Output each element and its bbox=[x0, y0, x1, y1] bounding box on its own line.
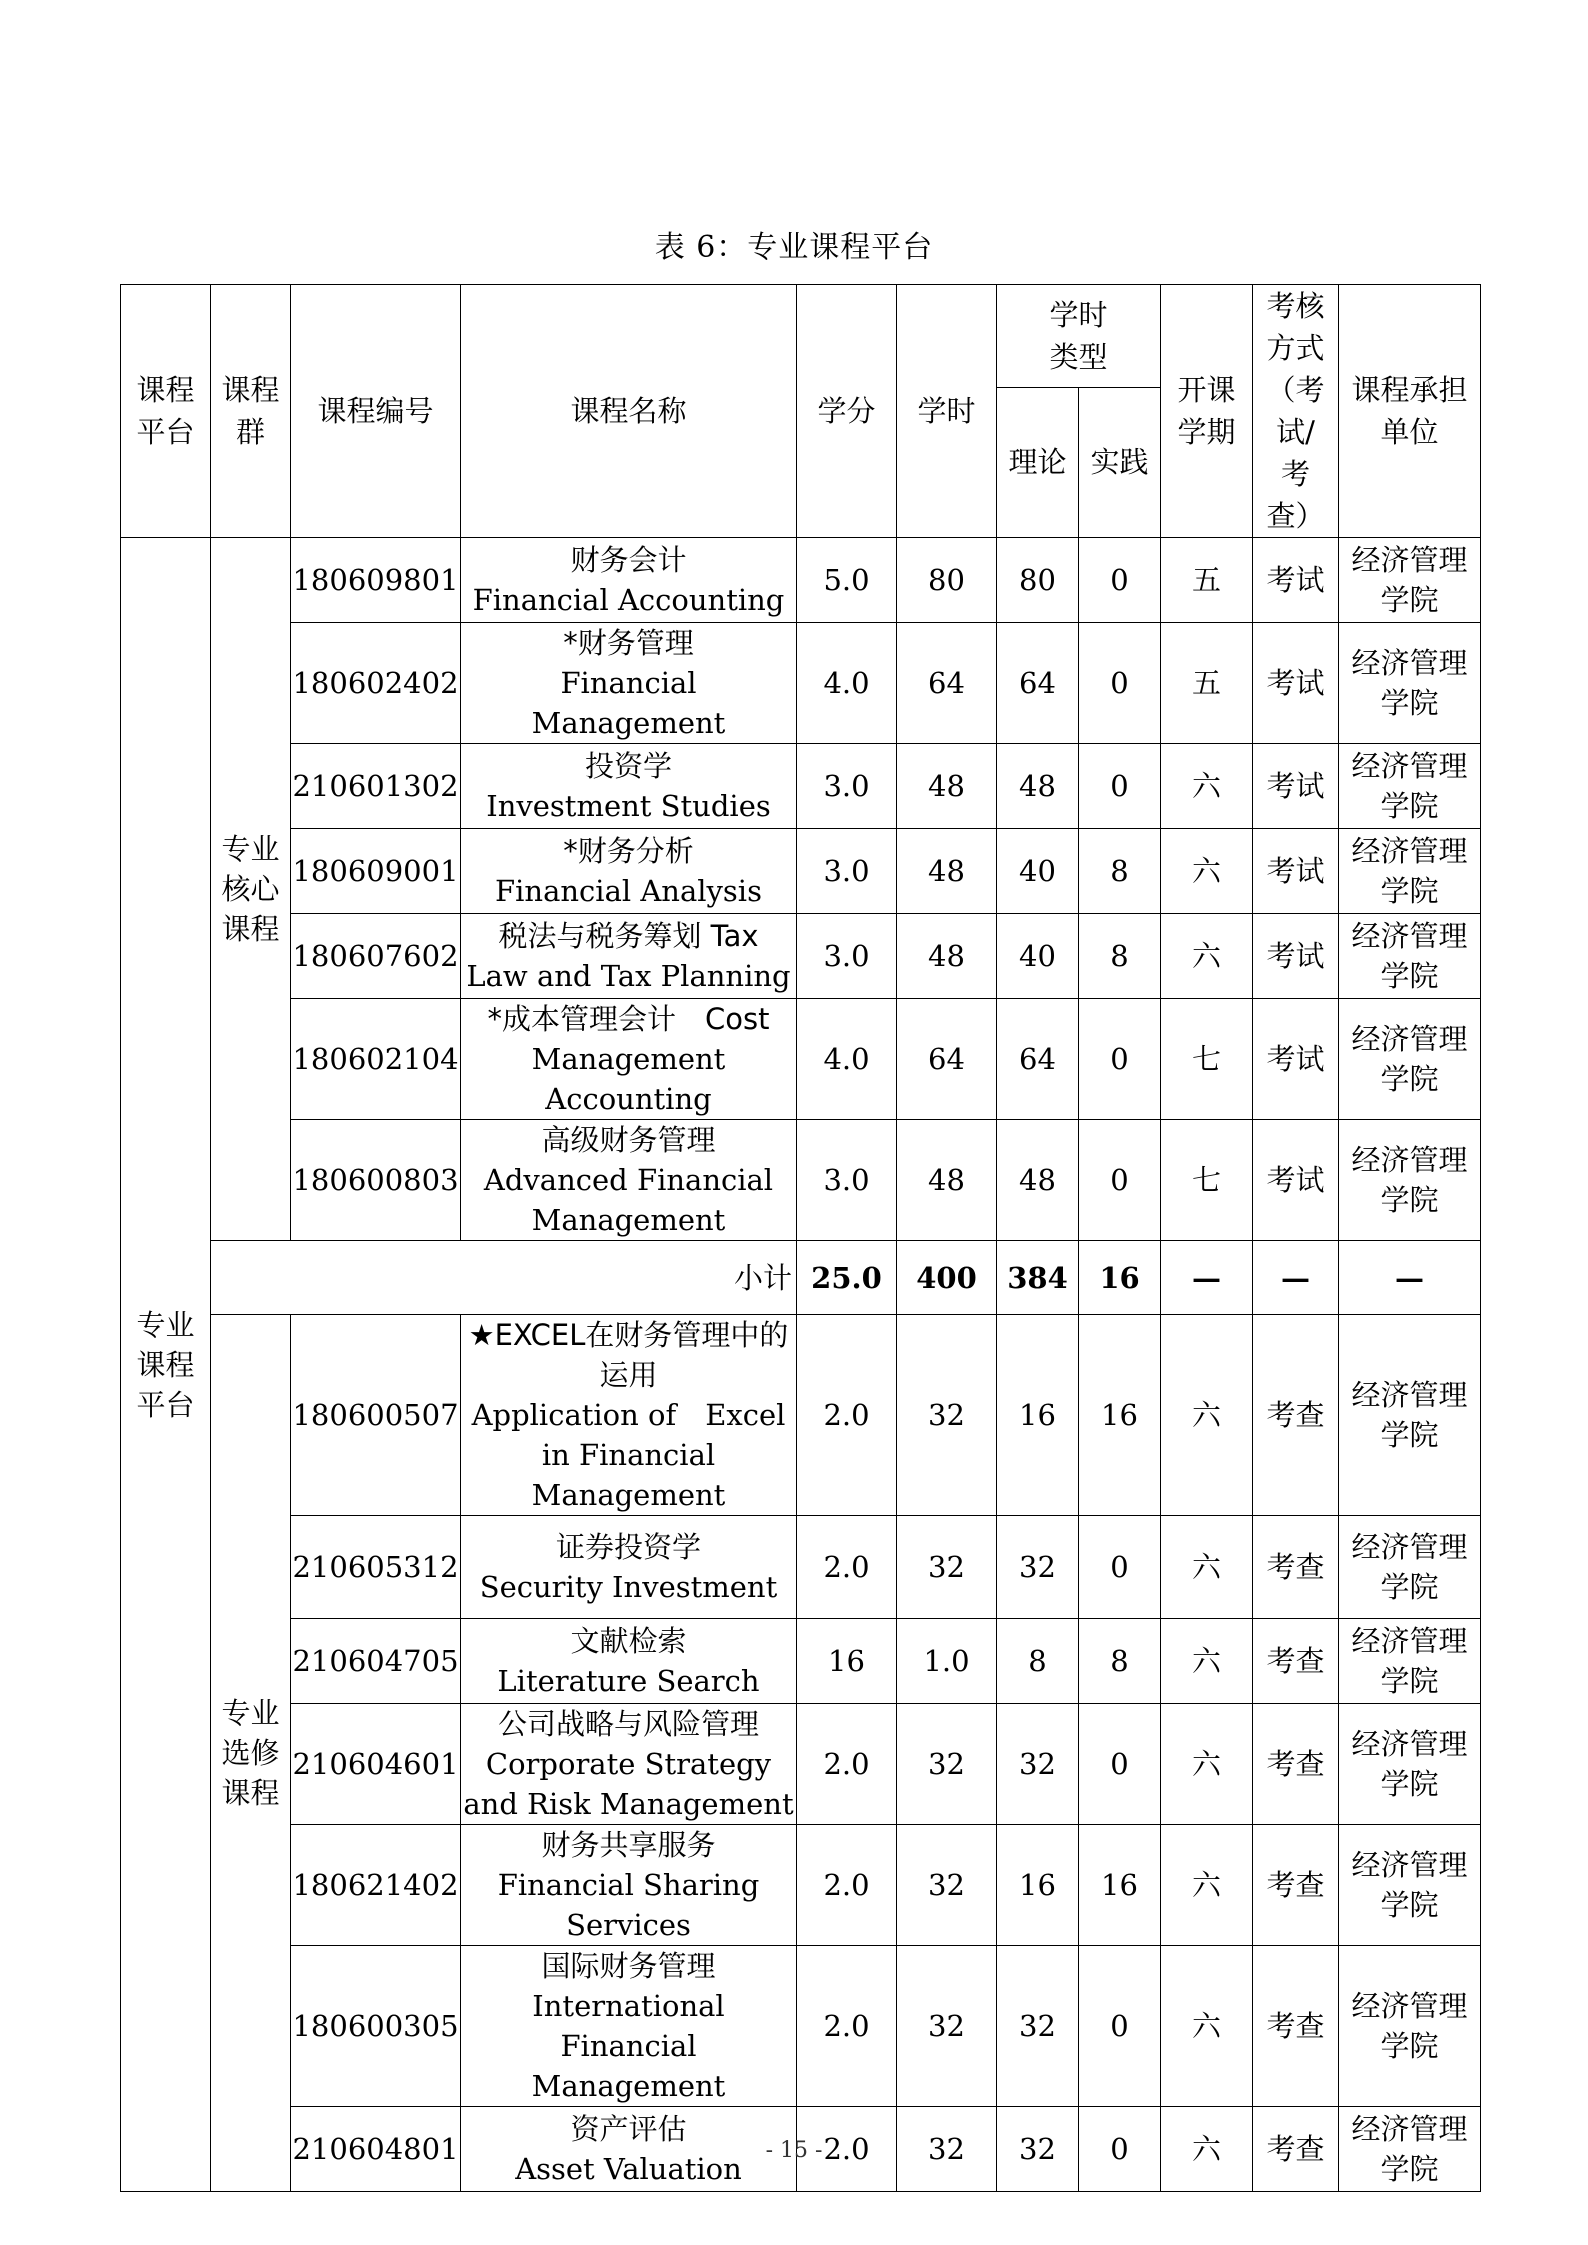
course-credits: 2.0 bbox=[797, 1516, 897, 1619]
course-theory: 64 bbox=[997, 623, 1079, 744]
course-unit: 经济管理学院 bbox=[1339, 914, 1481, 999]
header-theory: 理论 bbox=[997, 387, 1079, 537]
course-name-en: Investment Studies bbox=[486, 789, 771, 823]
course-name-en: Financial Sharing Services bbox=[497, 1868, 760, 1942]
course-name-zh: *财务分析 bbox=[563, 834, 694, 868]
course-practice: 0 bbox=[1079, 2107, 1161, 2192]
course-hours: 32 bbox=[897, 2107, 997, 2192]
course-name-zh: 税法与税务筹划 Tax bbox=[498, 919, 759, 953]
course-practice: 0 bbox=[1079, 1516, 1161, 1619]
course-assessment: 考试 bbox=[1253, 999, 1339, 1120]
course-name-en: Security Investment bbox=[479, 1570, 778, 1604]
course-name-en: Management Accounting bbox=[531, 1042, 726, 1116]
course-theory: 8 bbox=[997, 1619, 1079, 1704]
course-name-en: International Financial Management bbox=[531, 1989, 726, 2103]
course-credits: 3.0 bbox=[797, 744, 897, 829]
table-body bbox=[121, 538, 1481, 2192]
subtotal-unit: — bbox=[1339, 1241, 1481, 1315]
course-semester: 七 bbox=[1161, 999, 1253, 1120]
subtotal-row bbox=[121, 1241, 1481, 1315]
subtotal-practice: 16 bbox=[1079, 1241, 1161, 1315]
course-unit: 经济管理学院 bbox=[1339, 538, 1481, 623]
course-assessment: 考试 bbox=[1253, 914, 1339, 999]
course-name-zh: ★EXCEL在财务管理中的运用 bbox=[468, 1318, 789, 1392]
course-unit: 经济管理学院 bbox=[1339, 1516, 1481, 1619]
table-row bbox=[121, 1704, 1481, 1825]
course-hours: 48 bbox=[897, 744, 997, 829]
course-code: 180609801 bbox=[291, 538, 461, 623]
subtotal-semester: — bbox=[1161, 1241, 1253, 1315]
table-row bbox=[121, 1516, 1481, 1619]
course-name bbox=[461, 1619, 797, 1704]
course-code: 180600305 bbox=[291, 1946, 461, 2107]
header-group: 课程群 bbox=[211, 285, 291, 538]
course-name-en: Corporate Strategy and Risk Management bbox=[463, 1747, 794, 1821]
course-unit: 经济管理学院 bbox=[1339, 2107, 1481, 2192]
course-credits: 4.0 bbox=[797, 999, 897, 1120]
course-name bbox=[461, 914, 797, 999]
course-semester: 六 bbox=[1161, 1516, 1253, 1619]
course-assessment: 考查 bbox=[1253, 1315, 1339, 1516]
course-semester: 五 bbox=[1161, 538, 1253, 623]
course-theory: 32 bbox=[997, 1516, 1079, 1619]
course-code: 210604801 bbox=[291, 2107, 461, 2192]
course-unit: 经济管理学院 bbox=[1339, 1704, 1481, 1825]
header-name: 课程名称 bbox=[461, 285, 797, 538]
course-theory: 32 bbox=[997, 1946, 1079, 2107]
table-row bbox=[121, 1619, 1481, 1704]
course-credits: 2.0 bbox=[797, 1704, 897, 1825]
subtotal-credits: 25.0 bbox=[797, 1241, 897, 1315]
table-row bbox=[121, 914, 1481, 999]
course-name-en: Financial Accounting bbox=[472, 583, 785, 617]
course-name bbox=[461, 1946, 797, 2107]
header-hours: 学时 bbox=[897, 285, 997, 538]
course-semester: 七 bbox=[1161, 1120, 1253, 1241]
course-name-en: Advanced Financial Management bbox=[483, 1163, 774, 1237]
course-unit: 经济管理学院 bbox=[1339, 744, 1481, 829]
course-credits: 3.0 bbox=[797, 829, 897, 914]
course-theory: 16 bbox=[997, 1825, 1079, 1946]
page-number: - 15 - bbox=[765, 2138, 823, 2163]
header-credits: 学分 bbox=[797, 285, 897, 538]
course-name-zh: 财务会计 bbox=[570, 543, 687, 577]
course-code: 180602402 bbox=[291, 623, 461, 744]
course-credits: 2.0 bbox=[797, 1946, 897, 2107]
course-credits: 16 bbox=[797, 1619, 897, 1704]
core-group-label: 专业核心课程 bbox=[211, 538, 291, 1241]
subtotal-theory: 384 bbox=[997, 1241, 1079, 1315]
header-assessment: 考核方式（考试/考查） bbox=[1253, 285, 1339, 538]
header-code: 课程编号 bbox=[291, 285, 461, 538]
course-assessment: 考查 bbox=[1253, 1704, 1339, 1825]
course-semester: 六 bbox=[1161, 1704, 1253, 1825]
course-name-en: Financial Analysis bbox=[495, 874, 762, 908]
course-practice: 0 bbox=[1079, 623, 1161, 744]
table-row bbox=[121, 538, 1481, 623]
course-practice: 16 bbox=[1079, 1315, 1161, 1516]
subtotal-assessment: — bbox=[1253, 1241, 1339, 1315]
course-credits: 3.0 bbox=[797, 914, 897, 999]
course-name-zh: 国际财务管理 bbox=[541, 1949, 716, 1983]
course-assessment: 考查 bbox=[1253, 1946, 1339, 2107]
course-unit: 经济管理学院 bbox=[1339, 1619, 1481, 1704]
course-name bbox=[461, 829, 797, 914]
course-credits: 5.0 bbox=[797, 538, 897, 623]
course-name-zh: 投资学 bbox=[584, 749, 672, 783]
course-semester: 六 bbox=[1161, 2107, 1253, 2192]
course-hours: 32 bbox=[897, 1516, 997, 1619]
course-credits: 4.0 bbox=[797, 623, 897, 744]
course-theory: 64 bbox=[997, 999, 1079, 1120]
course-theory: 40 bbox=[997, 829, 1079, 914]
course-practice: 0 bbox=[1079, 744, 1161, 829]
course-credits: 3.0 bbox=[797, 1120, 897, 1241]
course-name bbox=[461, 1704, 797, 1825]
course-hours: 64 bbox=[897, 999, 997, 1120]
course-assessment: 考查 bbox=[1253, 1825, 1339, 1946]
course-practice: 16 bbox=[1079, 1825, 1161, 1946]
course-name bbox=[461, 999, 797, 1120]
header-unit: 课程承担单位 bbox=[1339, 285, 1481, 538]
header-practice: 实践 bbox=[1079, 387, 1161, 537]
course-unit: 经济管理学院 bbox=[1339, 623, 1481, 744]
course-assessment: 考试 bbox=[1253, 623, 1339, 744]
course-hours: 48 bbox=[897, 829, 997, 914]
course-name-en: Law and Tax Planning bbox=[466, 959, 791, 993]
course-name-zh: 文献检索 bbox=[570, 1624, 687, 1658]
course-semester: 六 bbox=[1161, 1946, 1253, 2107]
table-row bbox=[121, 1120, 1481, 1241]
course-code: 180621402 bbox=[291, 1825, 461, 1946]
platform-label: 专业课程平台 bbox=[121, 538, 211, 2192]
course-hours: 80 bbox=[897, 538, 997, 623]
course-semester: 六 bbox=[1161, 829, 1253, 914]
course-name bbox=[461, 1825, 797, 1946]
course-hours: 48 bbox=[897, 1120, 997, 1241]
course-name bbox=[461, 623, 797, 744]
course-code: 180602104 bbox=[291, 999, 461, 1120]
course-theory: 48 bbox=[997, 1120, 1079, 1241]
course-name bbox=[461, 1315, 797, 1516]
course-name-zh: 公司战略与风险管理 bbox=[497, 1707, 759, 1741]
course-name-zh: 财务共享服务 bbox=[541, 1828, 716, 1862]
course-unit: 经济管理学院 bbox=[1339, 1825, 1481, 1946]
course-semester: 六 bbox=[1161, 1825, 1253, 1946]
course-name bbox=[461, 538, 797, 623]
course-practice: 0 bbox=[1079, 538, 1161, 623]
table-row bbox=[121, 1946, 1481, 2107]
course-name-zh: 证券投资学 bbox=[555, 1530, 701, 1564]
course-theory: 32 bbox=[997, 1704, 1079, 1825]
course-credits: 2.0 bbox=[797, 1825, 897, 1946]
course-hours: 64 bbox=[897, 623, 997, 744]
subtotal-hours: 400 bbox=[897, 1241, 997, 1315]
course-code: 180609001 bbox=[291, 829, 461, 914]
course-name-zh: 高级财务管理 bbox=[541, 1123, 716, 1157]
course-credits: 2.0 bbox=[797, 2107, 897, 2192]
course-theory: 40 bbox=[997, 914, 1079, 999]
course-practice: 0 bbox=[1079, 1120, 1161, 1241]
course-semester: 六 bbox=[1161, 1619, 1253, 1704]
course-semester: 六 bbox=[1161, 1315, 1253, 1516]
course-hours: 1.0 bbox=[897, 1619, 997, 1704]
course-theory: 80 bbox=[997, 538, 1079, 623]
course-semester: 五 bbox=[1161, 623, 1253, 744]
course-hours: 32 bbox=[897, 1315, 997, 1516]
course-code: 210604601 bbox=[291, 1704, 461, 1825]
header-semester: 开课学期 bbox=[1161, 285, 1253, 538]
course-unit: 经济管理学院 bbox=[1339, 829, 1481, 914]
course-assessment: 考试 bbox=[1253, 744, 1339, 829]
course-hours: 32 bbox=[897, 1825, 997, 1946]
course-code: 180607602 bbox=[291, 914, 461, 999]
course-code: 210604705 bbox=[291, 1619, 461, 1704]
course-name bbox=[461, 744, 797, 829]
course-practice: 0 bbox=[1079, 1704, 1161, 1825]
table-row bbox=[121, 829, 1481, 914]
table-row bbox=[121, 999, 1481, 1120]
course-unit: 经济管理学院 bbox=[1339, 1315, 1481, 1516]
course-theory: 48 bbox=[997, 744, 1079, 829]
table-row bbox=[121, 623, 1481, 744]
course-assessment: 考查 bbox=[1253, 2107, 1339, 2192]
header-platform: 课程平台 bbox=[121, 285, 211, 538]
header-hour-type: 学时类型 bbox=[997, 285, 1161, 388]
table-row bbox=[121, 744, 1481, 829]
course-theory: 16 bbox=[997, 1315, 1079, 1516]
course-name-zh: *财务管理 bbox=[563, 626, 694, 660]
table-row bbox=[121, 1825, 1481, 1946]
course-practice: 0 bbox=[1079, 1946, 1161, 2107]
course-name-zh: 资产评估 bbox=[570, 2112, 687, 2146]
course-practice: 8 bbox=[1079, 1619, 1161, 1704]
course-credits: 2.0 bbox=[797, 1315, 897, 1516]
course-code: 210601302 bbox=[291, 744, 461, 829]
course-code: 180600507 bbox=[291, 1315, 461, 1516]
course-name bbox=[461, 1516, 797, 1619]
course-hours: 48 bbox=[897, 914, 997, 999]
course-assessment: 考查 bbox=[1253, 1516, 1339, 1619]
course-semester: 六 bbox=[1161, 914, 1253, 999]
course-assessment: 考试 bbox=[1253, 538, 1339, 623]
course-unit: 经济管理学院 bbox=[1339, 1120, 1481, 1241]
course-name-en: Application of Excel in Financial Management bbox=[471, 1398, 786, 1512]
course-platform-table bbox=[120, 284, 1481, 2192]
course-unit: 经济管理学院 bbox=[1339, 999, 1481, 1120]
subtotal-label: 小计 bbox=[211, 1241, 797, 1315]
course-name bbox=[461, 1120, 797, 1241]
course-practice: 8 bbox=[1079, 914, 1161, 999]
course-practice: 8 bbox=[1079, 829, 1161, 914]
course-name-zh: *成本管理会计 Cost bbox=[487, 1002, 770, 1036]
course-assessment: 考查 bbox=[1253, 1619, 1339, 1704]
table-row bbox=[121, 1315, 1481, 1516]
elective-group-label: 专业选修课程 bbox=[211, 1315, 291, 2192]
course-name-en: Literature Search bbox=[497, 1664, 760, 1698]
course-name-en: Financial Management bbox=[531, 666, 726, 740]
course-code: 210605312 bbox=[291, 1516, 461, 1619]
course-theory: 32 bbox=[997, 2107, 1079, 2192]
course-semester: 六 bbox=[1161, 744, 1253, 829]
course-name-en: Asset Valuation bbox=[515, 2152, 742, 2186]
course-hours: 32 bbox=[897, 1704, 997, 1825]
table-caption: 表 6：专业课程平台 bbox=[654, 230, 934, 265]
course-code: 180600803 bbox=[291, 1120, 461, 1241]
course-unit: 经济管理学院 bbox=[1339, 1946, 1481, 2107]
course-practice: 0 bbox=[1079, 999, 1161, 1120]
course-assessment: 考试 bbox=[1253, 1120, 1339, 1241]
course-assessment: 考试 bbox=[1253, 829, 1339, 914]
course-hours: 32 bbox=[897, 1946, 997, 2107]
